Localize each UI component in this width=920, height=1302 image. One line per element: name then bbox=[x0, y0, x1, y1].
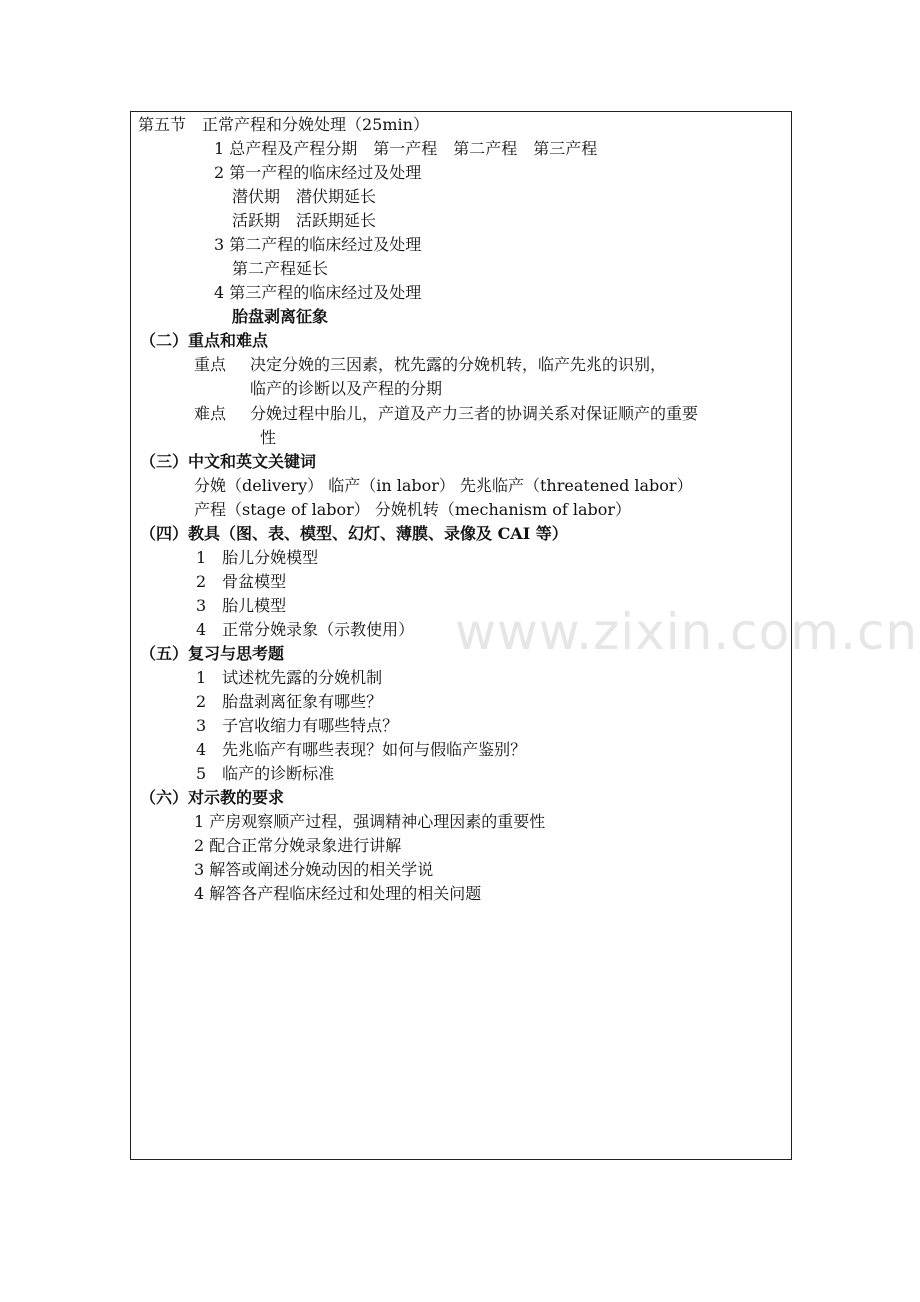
teaching-aids-heading: （四）教具（图、表、模型、幻灯、薄膜、录像及 CAI 等） bbox=[140, 524, 568, 543]
difficulty-text-line1: 分娩过程中胎儿，产道及产力三者的协调关系对保证顺产的重要 bbox=[250, 404, 699, 423]
section-item: 3 第二产程的临床经过及处理 bbox=[214, 235, 422, 254]
section-item: 2 第一产程的临床经过及处理 bbox=[214, 163, 422, 182]
keywords-heading: （三）中文和英文关键词 bbox=[140, 452, 317, 471]
section-item: 活跃期 活跃期延长 bbox=[232, 211, 377, 230]
section-item: 第二产程延长 bbox=[232, 259, 329, 278]
watermark: www.zixin.com.cn bbox=[455, 603, 919, 661]
review-item: 3 子宫收缩力有哪些特点？ bbox=[196, 716, 399, 735]
review-item: 4 先兆临产有哪些表现？如何与假临产鉴别？ bbox=[196, 740, 527, 759]
teaching-aid-item: 2 骨盆模型 bbox=[196, 572, 287, 591]
demo-requirement-item: 1 产房观察顺产过程，强调精神心理因素的重要性 bbox=[194, 812, 546, 831]
section-item: 潜伏期 潜伏期延长 bbox=[232, 187, 377, 206]
section-title: 第五节 正常产程和分娩处理（25min） bbox=[138, 115, 429, 134]
keywords-line1: 分娩（delivery） 临产（in labor） 先兆临产（threatened labor） bbox=[194, 476, 693, 495]
key-points-heading: （二）重点和难点 bbox=[140, 331, 269, 350]
review-item: 1 试述枕先露的分娩机制 bbox=[196, 668, 383, 687]
key-text-line2: 临产的诊断以及产程的分期 bbox=[250, 379, 443, 398]
difficulty-text-line2: 性 bbox=[260, 428, 277, 447]
review-heading: （五）复习与思考题 bbox=[140, 644, 285, 663]
review-item: 2 胎盘剥离征象有哪些？ bbox=[196, 692, 383, 711]
key-label: 重点 bbox=[194, 355, 227, 374]
review-item: 5 临产的诊断标准 bbox=[196, 764, 335, 783]
teaching-aid-item: 3 胎儿模型 bbox=[196, 596, 287, 615]
keywords-line2: 产程（stage of labor） 分娩机转（mechanism of labor） bbox=[194, 500, 632, 519]
teaching-aid-item: 1 胎儿分娩模型 bbox=[196, 548, 319, 567]
difficulty-label: 难点 bbox=[194, 404, 227, 423]
demo-requirement-item: 4 解答各产程临床经过和处理的相关问题 bbox=[194, 884, 482, 903]
section-item: 4 第三产程的临床经过及处理 bbox=[214, 283, 422, 302]
demo-requirement-item: 2 配合正常分娩录象进行讲解 bbox=[194, 836, 402, 855]
demo-requirements-heading: （六）对示教的要求 bbox=[140, 788, 285, 807]
section-item: 1 总产程及产程分期 第一产程 第二产程 第三产程 bbox=[214, 139, 598, 158]
teaching-aid-item: 4 正常分娩录象（示教使用） bbox=[196, 620, 415, 639]
key-text-line1: 决定分娩的三因素，枕先露的分娩机转，临产先兆的识别， bbox=[250, 355, 667, 374]
section-item-bold: 胎盘剥离征象 bbox=[232, 307, 329, 326]
demo-requirement-item: 3 解答或阐述分娩动因的相关学说 bbox=[194, 860, 434, 879]
